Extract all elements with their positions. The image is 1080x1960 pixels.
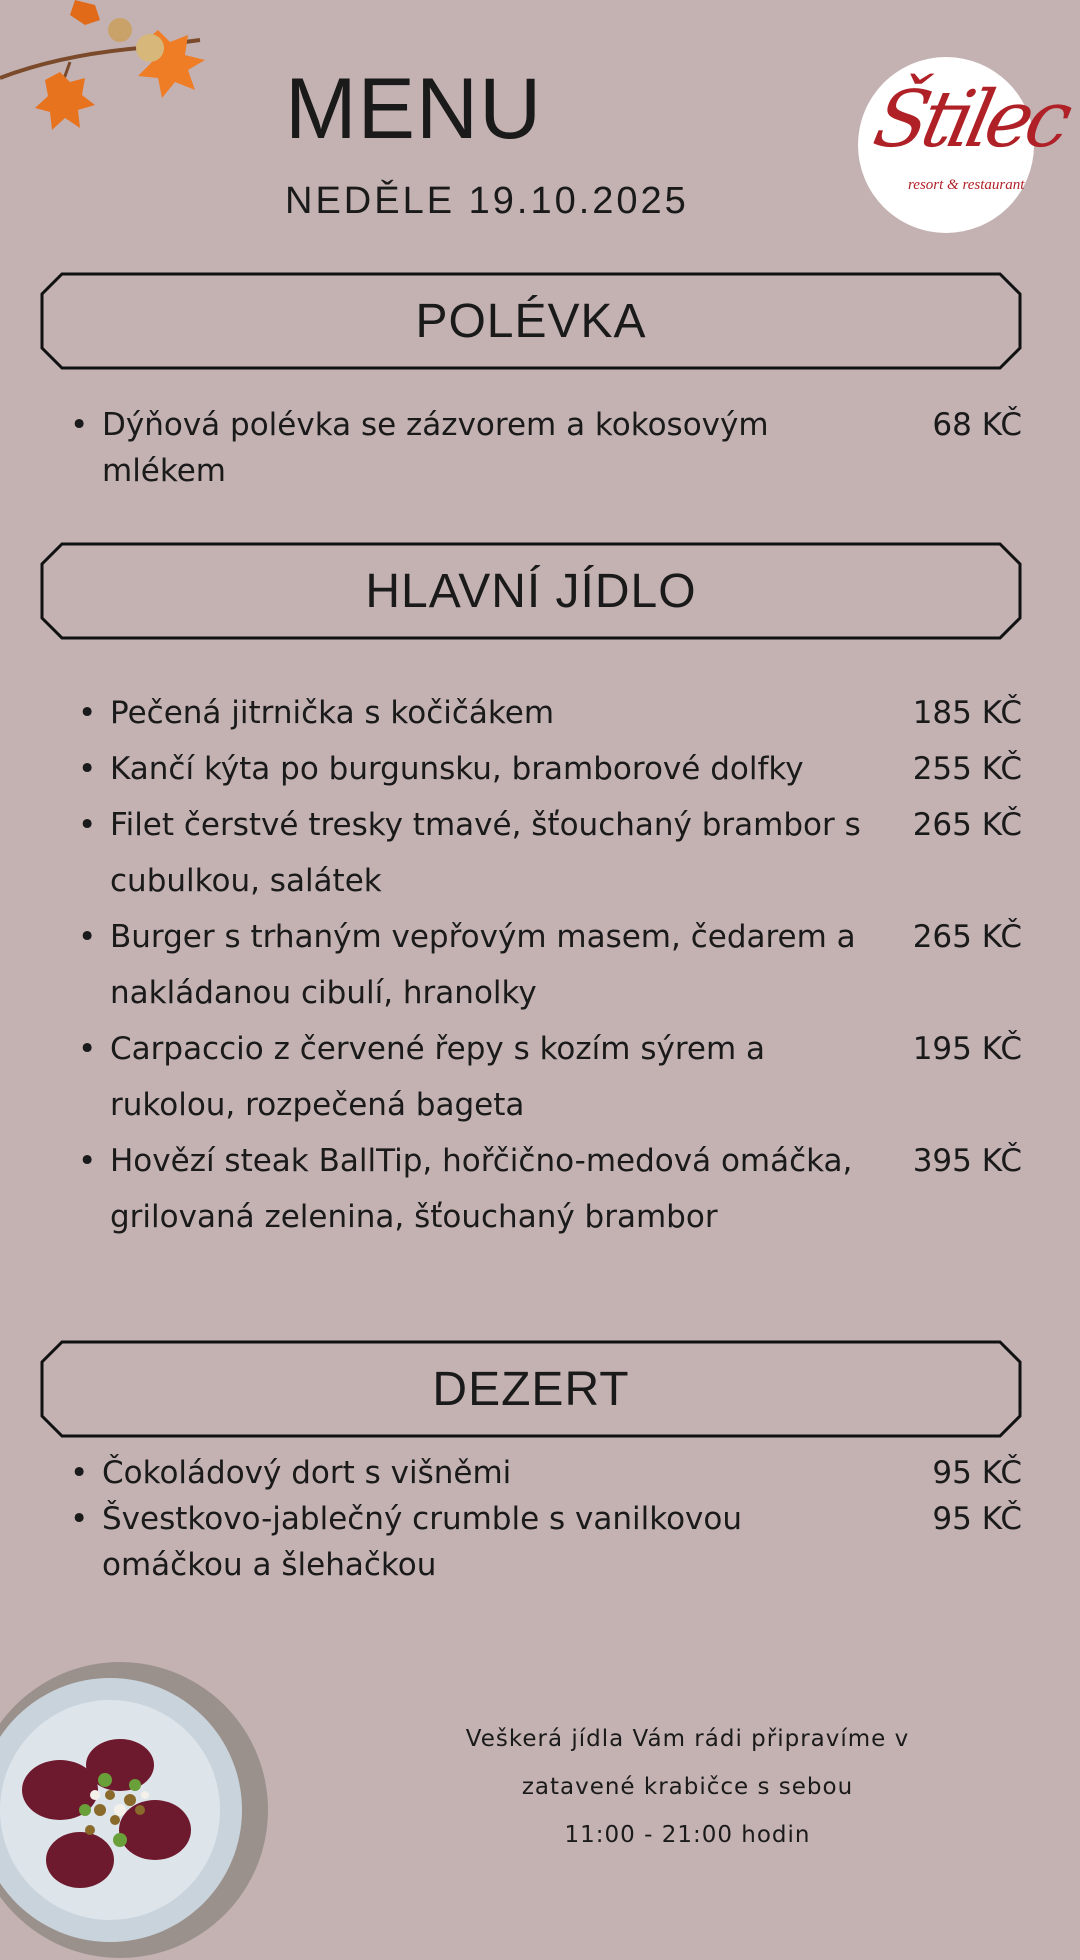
list-item (78, 1133, 1022, 1245)
footer-line-2: zatavené krabičce s sebou (521, 1774, 854, 1800)
autumn-branch-icon (0, 0, 270, 160)
dish-name: • Hovězí steak BallTip, hořčično-medová omáčka, grilovaná zelenina, šťouchaný brambor (78, 1133, 883, 1245)
soup-list (70, 402, 1022, 494)
dish-name: • Švestkovo-jablečný crumble s vanilkovou omáčkou a šlehačkou (70, 1496, 822, 1588)
dish-price: 185 KČ (912, 695, 1022, 731)
list-item (78, 797, 1022, 909)
page-title: MENU (285, 61, 543, 157)
list-item (78, 685, 1022, 741)
list-item (78, 741, 1022, 797)
dish-name: • Dýňová polévka se zázvorem a kokosovým mlékem (70, 402, 822, 494)
dish-name: • Burger s trhaným vepřovým masem, čedarem a nakládanou cibulí, hranolky (78, 909, 883, 1021)
dish-name: • Kančí kýta po burgunsku, bramborové dolfky (78, 741, 804, 797)
dish-name: • Čokoládový dort s višněmi (70, 1450, 511, 1496)
list-item (70, 402, 1022, 494)
beet-salad-plate-icon (0, 1660, 270, 1960)
footer-note (420, 1715, 955, 1859)
section-header-soup (40, 272, 1022, 370)
dish-price: 265 KČ (912, 807, 1022, 843)
logo-wordmark: Štilec (866, 75, 1075, 165)
dessert-list (70, 1450, 1022, 1588)
section-header-dessert (40, 1340, 1022, 1438)
restaurant-logo (858, 57, 1075, 233)
footer-line-1: Veškerá jídla Vám rádi připravíme v (465, 1726, 910, 1752)
dish-price: 95 KČ (932, 1501, 1022, 1537)
main-list (78, 685, 1022, 1245)
dish-name: • Carpaccio z červené řepy s kozím sýrem a rukolou, rozpečená bageta (78, 1021, 850, 1133)
dish-price: 255 KČ (912, 751, 1022, 787)
dish-price: 95 KČ (932, 1455, 1022, 1491)
opening-hours: 11:00 - 21:00 hodin (564, 1822, 811, 1848)
dish-price: 68 KČ (932, 407, 1022, 443)
menu-date: NEDĚLE 19.10.2025 (285, 180, 689, 222)
section-title-main: HLAVNÍ JÍDLO (365, 564, 697, 618)
dish-name: • Pečená jitrnička s kočičákem (78, 685, 554, 741)
list-item (78, 909, 1022, 1021)
list-item (70, 1450, 1022, 1496)
section-title-dessert: DEZERT (432, 1362, 630, 1416)
dish-name: • Filet čerstvé tresky tmavé, šťouchaný brambor s cubulkou, salátek (78, 797, 883, 909)
dish-price: 265 KČ (912, 919, 1022, 955)
list-item (78, 1021, 1022, 1133)
logo-tagline: resort & restaurant (908, 177, 1025, 193)
dish-price: 195 KČ (912, 1031, 1022, 1067)
section-header-main (40, 542, 1022, 640)
list-item (70, 1496, 1022, 1588)
dish-price: 395 KČ (912, 1143, 1022, 1179)
section-title-soup: POLÉVKA (415, 294, 647, 348)
